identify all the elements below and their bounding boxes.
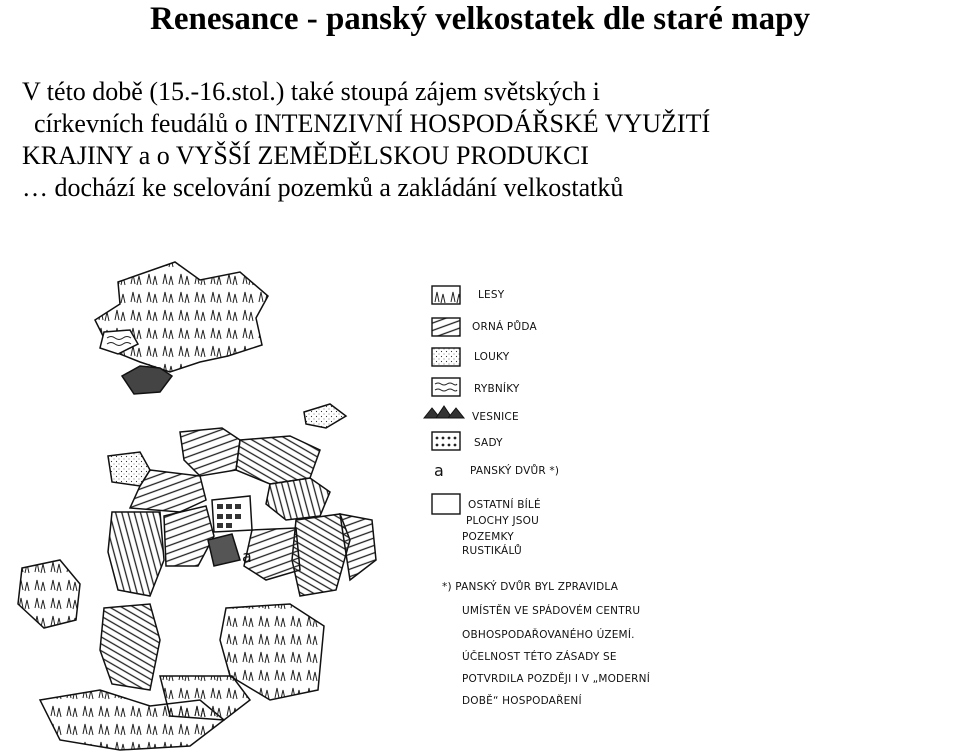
legend-swatch-louky [432, 348, 460, 366]
footnote-line: DOBĚ“ HOSPODAŘENÍ [462, 695, 582, 707]
legend-label-ostatni: PLOCHY JSOU [466, 515, 539, 527]
village-parcel [122, 366, 172, 394]
legend-swatch-rybniky [432, 378, 460, 396]
legend-label-ostatni: RUSTIKÁLŮ [462, 545, 522, 557]
legend-swatch-ostatni [432, 494, 460, 514]
forest-parcel [95, 262, 268, 372]
footnote-line: ÚČELNOST TÉTO ZÁSADY SE [462, 651, 617, 663]
forest-parcel [160, 676, 250, 720]
paragraph-line: církevních feudálů o INTENZIVNÍ HOSPODÁŘSKÉ VYUŽITÍ [34, 109, 711, 138]
field-parcel [266, 478, 330, 520]
legend-label-ostatni: OSTATNÍ BÍLÉ [468, 499, 541, 511]
legend-swatch-vesnice [424, 406, 464, 418]
field-parcel [100, 604, 160, 690]
forest-parcel [18, 560, 80, 628]
legend-label-rybniky: RYBNÍKY [474, 383, 520, 395]
legend-label-dvur: PANSKÝ DVŮR *) [470, 465, 560, 477]
paragraph-line: … dochází ke scelování pozemků a zakládání velkostatků [22, 173, 624, 202]
footnote-line: UMÍSTĚN VE SPÁDOVÉM CENTRU [462, 605, 641, 617]
meadow-parcel [108, 452, 150, 486]
map-legend [424, 286, 559, 557]
field-parcel [244, 528, 300, 580]
field-parcel [236, 436, 320, 484]
legend-label-sady: SADY [474, 437, 503, 449]
paragraph-line: V této době (15.-16.stol.) také stoupá zájem světských i [22, 77, 600, 106]
field-parcel [164, 506, 214, 566]
estate-map-figure [0, 250, 960, 756]
paragraph-line: KRAJINY a o VYŠŠÍ ZEMĚDĚLSKOU PRODUKCI [22, 141, 589, 170]
field-parcel [340, 514, 376, 580]
field-parcel [180, 428, 240, 476]
legend-swatch-orna [432, 318, 460, 336]
legend-swatch-lesy [432, 286, 460, 304]
footnote [442, 580, 650, 707]
village-parcel [208, 534, 240, 566]
legend-swatch-sady [432, 432, 460, 450]
map-dvur-label: a [242, 547, 252, 566]
legend-label-orna: ORNÁ PŮDA [472, 321, 537, 333]
legend-label-louky: LOUKY [474, 351, 510, 363]
footnote-line: *) PANSKÝ DVŮR BYL ZPRAVIDLA [442, 581, 619, 593]
legend-symbol-dvur: a [434, 461, 444, 480]
field-parcel [108, 512, 164, 596]
footnote-line: OBHOSPODAŘOVANÉHO ÚZEMÍ. [462, 629, 635, 641]
meadow-parcel [304, 404, 346, 428]
legend-label-ostatni: POZEMKY [462, 531, 514, 543]
footnote-line: POTVRDILA POZDĚJI I V „MODERNÍ [462, 673, 651, 685]
map-parcels [18, 262, 376, 750]
intro-paragraph [22, 76, 957, 204]
slide-title: Renesance - panský velkostatek dle staré mapy [150, 1, 810, 37]
legend-label-lesy: LESY [478, 289, 505, 301]
legend-label-vesnice: VESNICE [472, 411, 519, 423]
